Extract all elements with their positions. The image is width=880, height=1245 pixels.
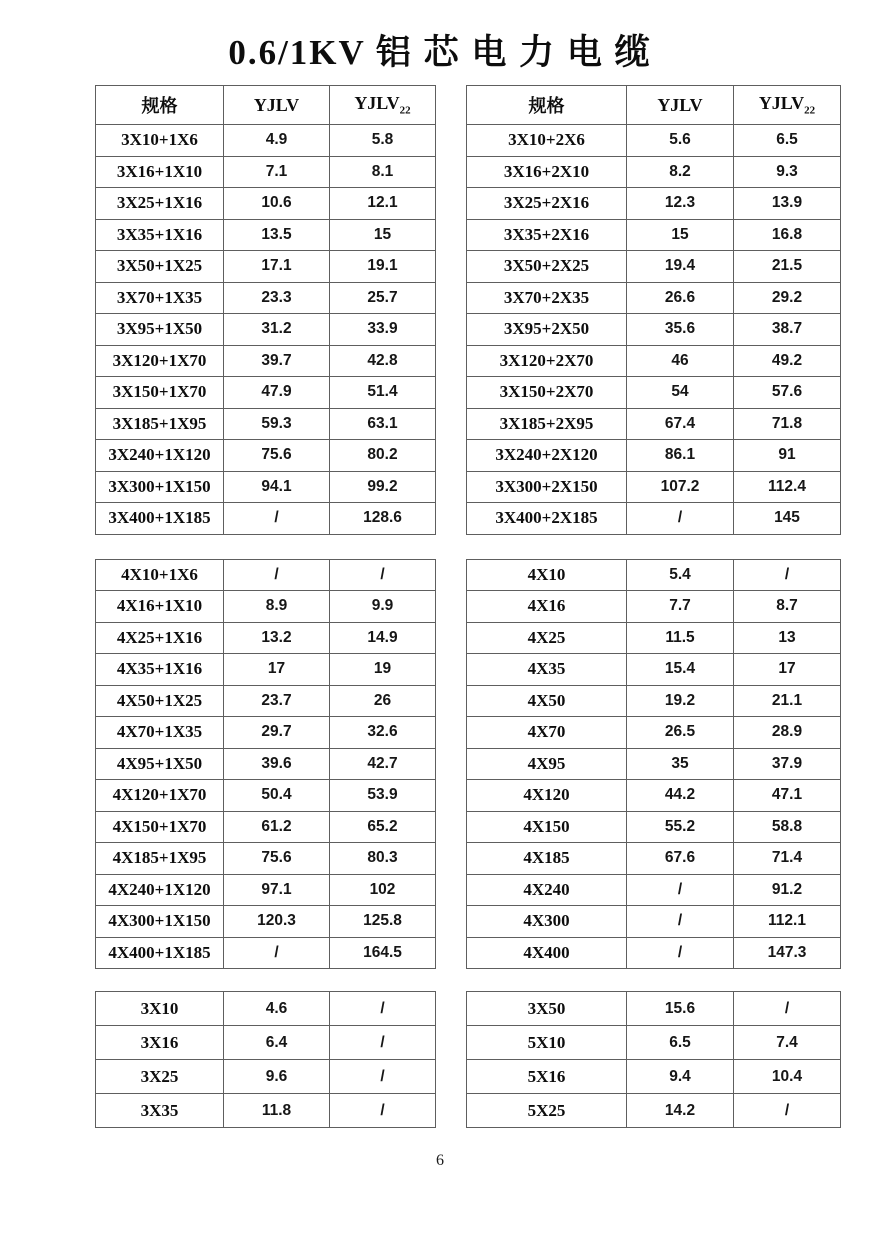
value-cell: 15 bbox=[627, 219, 734, 251]
page-title: 0.6/1KV 铝 芯 电 力 电 缆 bbox=[228, 33, 652, 72]
spec-cell: 5X16 bbox=[467, 1060, 627, 1094]
value-cell: 6.4 bbox=[224, 1026, 330, 1060]
spec-cell: 4X95+1X50 bbox=[96, 748, 224, 780]
value-cell: 25.7 bbox=[330, 282, 436, 314]
value-cell: 51.4 bbox=[330, 377, 436, 409]
value-cell: 35.6 bbox=[627, 314, 734, 346]
value-cell: 61.2 bbox=[224, 811, 330, 843]
value-cell: 9.9 bbox=[330, 591, 436, 623]
spec-cell: 4X16 bbox=[467, 591, 627, 623]
spec-cell: 4X185+1X95 bbox=[96, 843, 224, 875]
value-cell: 47.1 bbox=[734, 780, 841, 812]
table-row bbox=[96, 748, 436, 780]
spec-cell: 3X240+1X120 bbox=[96, 440, 224, 472]
value-cell: 50.4 bbox=[224, 780, 330, 812]
left-table-block-1 bbox=[95, 85, 436, 535]
value-cell: 65.2 bbox=[330, 811, 436, 843]
table-row bbox=[467, 559, 841, 591]
value-cell: 19.2 bbox=[627, 685, 734, 717]
spec-cell: 3X10+2X6 bbox=[467, 125, 627, 157]
value-cell: / bbox=[330, 1060, 436, 1094]
table-row bbox=[96, 282, 436, 314]
value-cell: 57.6 bbox=[734, 377, 841, 409]
value-cell: 55.2 bbox=[627, 811, 734, 843]
value-cell: 71.4 bbox=[734, 843, 841, 875]
spec-cell: 3X150+1X70 bbox=[96, 377, 224, 409]
spec-cell: 3X400+1X185 bbox=[96, 503, 224, 535]
table-row bbox=[467, 780, 841, 812]
value-cell: / bbox=[330, 1094, 436, 1128]
value-cell: 6.5 bbox=[734, 125, 841, 157]
spec-cell: 3X400+2X185 bbox=[467, 503, 627, 535]
column-header-spec: 规格 bbox=[467, 86, 627, 125]
spec-cell: 3X35 bbox=[96, 1094, 224, 1128]
spec-cell: 4X240 bbox=[467, 874, 627, 906]
value-cell: 32.6 bbox=[330, 717, 436, 749]
value-cell: / bbox=[734, 992, 841, 1026]
value-cell: 21.1 bbox=[734, 685, 841, 717]
value-cell: 42.7 bbox=[330, 748, 436, 780]
value-cell: 107.2 bbox=[627, 471, 734, 503]
value-cell: 12.3 bbox=[627, 188, 734, 220]
table-row bbox=[96, 156, 436, 188]
value-cell: 11.5 bbox=[627, 622, 734, 654]
value-cell: 37.9 bbox=[734, 748, 841, 780]
value-cell: 17.1 bbox=[224, 251, 330, 283]
table-row bbox=[467, 440, 841, 472]
spec-cell: 3X50+1X25 bbox=[96, 251, 224, 283]
spec-cell: 4X10 bbox=[467, 559, 627, 591]
value-cell: 8.9 bbox=[224, 591, 330, 623]
table-row bbox=[96, 471, 436, 503]
spec-cell: 3X300+1X150 bbox=[96, 471, 224, 503]
table-row bbox=[96, 874, 436, 906]
spec-cell: 4X300 bbox=[467, 906, 627, 938]
subscript-22: 22 bbox=[804, 104, 816, 117]
value-cell: 9.6 bbox=[224, 1060, 330, 1094]
table-row bbox=[467, 843, 841, 875]
value-cell: 29.2 bbox=[734, 282, 841, 314]
table-row bbox=[467, 992, 841, 1026]
value-cell: 7.1 bbox=[224, 156, 330, 188]
spec-cell: 3X16+2X10 bbox=[467, 156, 627, 188]
table-row bbox=[96, 937, 436, 969]
table-row bbox=[96, 559, 436, 591]
value-cell: 9.3 bbox=[734, 156, 841, 188]
column-header-yjlv: YJLV bbox=[224, 86, 330, 125]
spec-cell: 3X25+1X16 bbox=[96, 188, 224, 220]
spec-cell: 4X25+1X16 bbox=[96, 622, 224, 654]
table-row bbox=[467, 251, 841, 283]
value-cell: 46 bbox=[627, 345, 734, 377]
value-cell: 23.3 bbox=[224, 282, 330, 314]
spec-cell: 3X16 bbox=[96, 1026, 224, 1060]
value-cell: 17 bbox=[734, 654, 841, 686]
table-row bbox=[467, 906, 841, 938]
spec-cell: 3X70+2X35 bbox=[467, 282, 627, 314]
table-row bbox=[467, 811, 841, 843]
spec-cell: 4X185 bbox=[467, 843, 627, 875]
table-row bbox=[467, 654, 841, 686]
value-cell: 99.2 bbox=[330, 471, 436, 503]
spec-cell: 4X35 bbox=[467, 654, 627, 686]
value-cell: 39.7 bbox=[224, 345, 330, 377]
spec-cell: 3X50+2X25 bbox=[467, 251, 627, 283]
value-cell: 97.1 bbox=[224, 874, 330, 906]
value-cell: 28.9 bbox=[734, 717, 841, 749]
page-number: 6 bbox=[436, 1152, 444, 1169]
value-cell: 15.4 bbox=[627, 654, 734, 686]
table-row bbox=[467, 377, 841, 409]
table-row bbox=[467, 1060, 841, 1094]
value-cell: 63.1 bbox=[330, 408, 436, 440]
value-cell: 5.8 bbox=[330, 125, 436, 157]
value-cell: 15 bbox=[330, 219, 436, 251]
spec-cell: 4X50 bbox=[467, 685, 627, 717]
value-cell: 59.3 bbox=[224, 408, 330, 440]
table-row bbox=[96, 251, 436, 283]
value-cell: 120.3 bbox=[224, 906, 330, 938]
spec-cell: 5X10 bbox=[467, 1026, 627, 1060]
left-table-group bbox=[95, 85, 436, 1128]
spec-cell: 4X240+1X120 bbox=[96, 874, 224, 906]
spec-cell: 3X150+2X70 bbox=[467, 377, 627, 409]
table-row bbox=[96, 992, 436, 1026]
spec-cell: 4X400+1X185 bbox=[96, 937, 224, 969]
value-cell: / bbox=[224, 559, 330, 591]
spec-cell: 4X70+1X35 bbox=[96, 717, 224, 749]
value-cell: 26 bbox=[330, 685, 436, 717]
column-header-yjlv: YJLV bbox=[627, 86, 734, 125]
table-row bbox=[96, 503, 436, 535]
spec-cell: 4X35+1X16 bbox=[96, 654, 224, 686]
spec-cell: 4X10+1X6 bbox=[96, 559, 224, 591]
value-cell: 7.4 bbox=[734, 1026, 841, 1060]
value-cell: 91 bbox=[734, 440, 841, 472]
value-cell: / bbox=[627, 937, 734, 969]
table-row bbox=[96, 780, 436, 812]
table-row bbox=[467, 591, 841, 623]
table-row bbox=[467, 503, 841, 535]
value-cell: 14.9 bbox=[330, 622, 436, 654]
table-row bbox=[96, 188, 436, 220]
spec-cell: 3X16+1X10 bbox=[96, 156, 224, 188]
table-row bbox=[467, 874, 841, 906]
value-cell: 26.5 bbox=[627, 717, 734, 749]
column-header-yjlv22: $YJLV_{22}$ bbox=[734, 86, 841, 125]
spec-cell: 3X120+1X70 bbox=[96, 345, 224, 377]
spec-cell: 4X50+1X25 bbox=[96, 685, 224, 717]
spec-cell: 3X50 bbox=[467, 992, 627, 1026]
value-cell: 8.2 bbox=[627, 156, 734, 188]
column-header-spec: 规格 bbox=[96, 86, 224, 125]
table-row bbox=[467, 937, 841, 969]
value-cell: 112.4 bbox=[734, 471, 841, 503]
tables-area bbox=[95, 85, 841, 1128]
value-cell: 94.1 bbox=[224, 471, 330, 503]
spec-cell: 3X240+2X120 bbox=[467, 440, 627, 472]
value-cell: / bbox=[224, 503, 330, 535]
table-row bbox=[96, 219, 436, 251]
value-cell: 19.4 bbox=[627, 251, 734, 283]
value-cell: 29.7 bbox=[224, 717, 330, 749]
value-cell: 19.1 bbox=[330, 251, 436, 283]
spec-cell: 3X35+2X16 bbox=[467, 219, 627, 251]
table-row bbox=[96, 654, 436, 686]
spec-cell: 4X95 bbox=[467, 748, 627, 780]
value-cell: / bbox=[330, 992, 436, 1026]
value-cell: 67.6 bbox=[627, 843, 734, 875]
right-table-group bbox=[466, 85, 841, 1128]
right-table-block-3 bbox=[466, 991, 841, 1128]
subscript-22: 22 bbox=[399, 104, 411, 117]
table-row bbox=[467, 156, 841, 188]
table-row bbox=[467, 314, 841, 346]
table-row bbox=[96, 717, 436, 749]
value-cell: 9.4 bbox=[627, 1060, 734, 1094]
table-row bbox=[467, 408, 841, 440]
left-table-block-3 bbox=[95, 991, 436, 1128]
spec-cell: 3X25 bbox=[96, 1060, 224, 1094]
value-cell: 16.8 bbox=[734, 219, 841, 251]
table-row bbox=[467, 219, 841, 251]
table-row bbox=[96, 125, 436, 157]
spec-cell: 4X400 bbox=[467, 937, 627, 969]
spec-cell: 4X70 bbox=[467, 717, 627, 749]
spec-cell: 3X95+2X50 bbox=[467, 314, 627, 346]
table-row bbox=[467, 622, 841, 654]
table-row bbox=[467, 1026, 841, 1060]
table-row bbox=[96, 591, 436, 623]
value-cell: 7.7 bbox=[627, 591, 734, 623]
spec-cell: 3X35+1X16 bbox=[96, 219, 224, 251]
value-cell: / bbox=[224, 937, 330, 969]
table-row bbox=[96, 1060, 436, 1094]
value-cell: 39.6 bbox=[224, 748, 330, 780]
value-cell: 4.9 bbox=[224, 125, 330, 157]
value-cell: / bbox=[627, 503, 734, 535]
table-row bbox=[96, 314, 436, 346]
value-cell: 15.6 bbox=[627, 992, 734, 1026]
value-cell: 47.9 bbox=[224, 377, 330, 409]
table-row bbox=[467, 748, 841, 780]
table-row bbox=[96, 811, 436, 843]
header-row bbox=[96, 86, 436, 125]
spec-cell: 4X16+1X10 bbox=[96, 591, 224, 623]
column-header-yjlv22: $YJLV_{22}$ bbox=[330, 86, 436, 125]
value-cell: 12.1 bbox=[330, 188, 436, 220]
header-row bbox=[467, 86, 841, 125]
table-row bbox=[467, 717, 841, 749]
spec-cell: 5X25 bbox=[467, 1094, 627, 1128]
value-cell: 11.8 bbox=[224, 1094, 330, 1128]
table-row bbox=[96, 408, 436, 440]
value-cell: 42.8 bbox=[330, 345, 436, 377]
spec-cell: 4X25 bbox=[467, 622, 627, 654]
right-table-block-2 bbox=[466, 559, 841, 970]
value-cell: 26.6 bbox=[627, 282, 734, 314]
value-cell: 13 bbox=[734, 622, 841, 654]
value-cell: / bbox=[627, 906, 734, 938]
value-cell: / bbox=[627, 874, 734, 906]
value-cell: / bbox=[330, 1026, 436, 1060]
value-cell: 164.5 bbox=[330, 937, 436, 969]
value-cell: 67.4 bbox=[627, 408, 734, 440]
table-row bbox=[467, 188, 841, 220]
spec-cell: 3X120+2X70 bbox=[467, 345, 627, 377]
value-cell: 71.8 bbox=[734, 408, 841, 440]
value-cell: 14.2 bbox=[627, 1094, 734, 1128]
value-cell: 54 bbox=[627, 377, 734, 409]
table-row bbox=[467, 471, 841, 503]
table-row bbox=[96, 906, 436, 938]
table-row bbox=[96, 1094, 436, 1128]
value-cell: 10.6 bbox=[224, 188, 330, 220]
value-cell: 5.4 bbox=[627, 559, 734, 591]
spec-cell: 3X10+1X6 bbox=[96, 125, 224, 157]
spec-cell: 3X70+1X35 bbox=[96, 282, 224, 314]
table-row bbox=[96, 685, 436, 717]
value-cell: 44.2 bbox=[627, 780, 734, 812]
right-table-block-1 bbox=[466, 85, 841, 535]
value-cell: 10.4 bbox=[734, 1060, 841, 1094]
spec-cell: 4X120 bbox=[467, 780, 627, 812]
value-cell: 8.1 bbox=[330, 156, 436, 188]
value-cell: 91.2 bbox=[734, 874, 841, 906]
value-cell: 23.7 bbox=[224, 685, 330, 717]
value-cell: 112.1 bbox=[734, 906, 841, 938]
table-row bbox=[96, 1026, 436, 1060]
spec-cell: 3X185+1X95 bbox=[96, 408, 224, 440]
table-row bbox=[96, 377, 436, 409]
table-row bbox=[467, 1094, 841, 1128]
table-row bbox=[96, 843, 436, 875]
table-row bbox=[467, 125, 841, 157]
value-cell: 147.3 bbox=[734, 937, 841, 969]
value-cell: 13.2 bbox=[224, 622, 330, 654]
spec-cell: 3X95+1X50 bbox=[96, 314, 224, 346]
value-cell: 75.6 bbox=[224, 440, 330, 472]
value-cell: 58.8 bbox=[734, 811, 841, 843]
value-cell: 145 bbox=[734, 503, 841, 535]
value-cell: 80.3 bbox=[330, 843, 436, 875]
value-cell: 128.6 bbox=[330, 503, 436, 535]
value-cell: 38.7 bbox=[734, 314, 841, 346]
table-row bbox=[467, 345, 841, 377]
value-cell: 31.2 bbox=[224, 314, 330, 346]
spec-cell: 3X300+2X150 bbox=[467, 471, 627, 503]
value-cell: 8.7 bbox=[734, 591, 841, 623]
value-cell: 13.9 bbox=[734, 188, 841, 220]
value-cell: 5.6 bbox=[627, 125, 734, 157]
spec-cell: 4X120+1X70 bbox=[96, 780, 224, 812]
value-cell: 102 bbox=[330, 874, 436, 906]
spec-cell: 4X150 bbox=[467, 811, 627, 843]
value-cell: 33.9 bbox=[330, 314, 436, 346]
value-cell: 21.5 bbox=[734, 251, 841, 283]
value-cell: 19 bbox=[330, 654, 436, 686]
table-row bbox=[96, 440, 436, 472]
spec-cell: 3X25+2X16 bbox=[467, 188, 627, 220]
value-cell: / bbox=[734, 1094, 841, 1128]
value-cell: 4.6 bbox=[224, 992, 330, 1026]
left-table-block-2 bbox=[95, 559, 436, 970]
value-cell: / bbox=[734, 559, 841, 591]
table-row bbox=[467, 685, 841, 717]
spec-cell: 3X10 bbox=[96, 992, 224, 1026]
spec-cell: 3X185+2X95 bbox=[467, 408, 627, 440]
value-cell: 6.5 bbox=[627, 1026, 734, 1060]
table-row bbox=[96, 622, 436, 654]
value-cell: 35 bbox=[627, 748, 734, 780]
spec-cell: 4X300+1X150 bbox=[96, 906, 224, 938]
spec-cell: 4X150+1X70 bbox=[96, 811, 224, 843]
table-row bbox=[467, 282, 841, 314]
value-cell: 75.6 bbox=[224, 843, 330, 875]
value-cell: 125.8 bbox=[330, 906, 436, 938]
value-cell: 80.2 bbox=[330, 440, 436, 472]
value-cell: 53.9 bbox=[330, 780, 436, 812]
value-cell: 49.2 bbox=[734, 345, 841, 377]
value-cell: 17 bbox=[224, 654, 330, 686]
value-cell: 86.1 bbox=[627, 440, 734, 472]
value-cell: / bbox=[330, 559, 436, 591]
value-cell: 13.5 bbox=[224, 219, 330, 251]
table-row bbox=[96, 345, 436, 377]
